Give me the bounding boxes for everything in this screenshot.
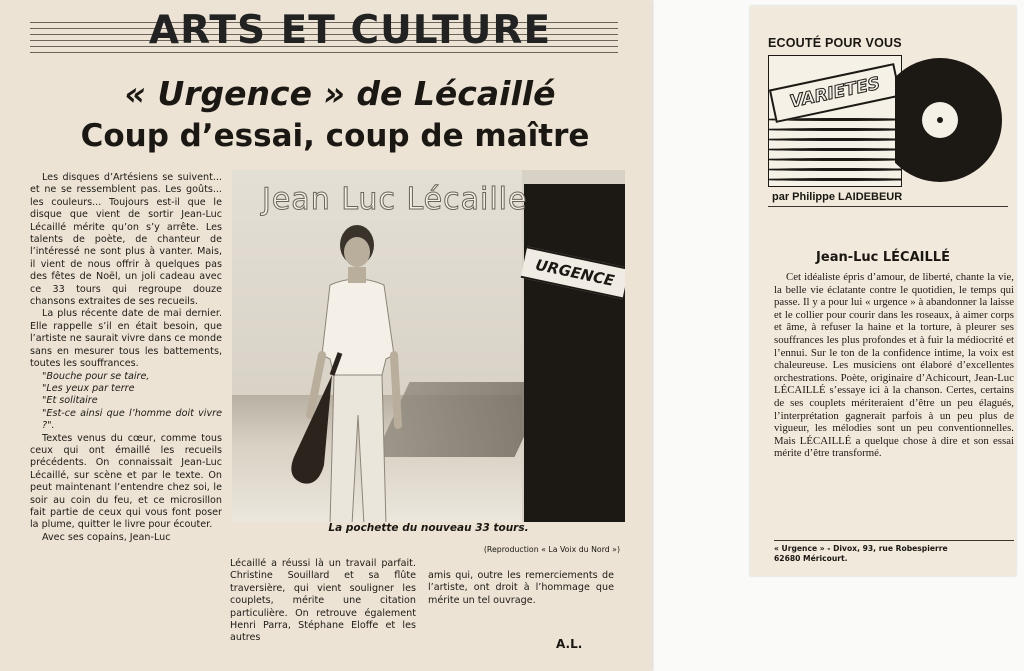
sleeve-badge: URGENCE bbox=[521, 246, 625, 299]
paragraph: Avec ses copains, Jean-Luc bbox=[42, 531, 171, 543]
article-column-1 bbox=[30, 172, 222, 544]
verse-line: "Est-ce ainsi que l’homme doit vivre ?". bbox=[42, 407, 222, 432]
paragraph: Textes venus du cœur, comme tous ceux qui ont émaillé les recueils précédents. On connaissait Jean-Luc Lécaillé, sur scène et par le texte. On peut maintenant l’entendre chez soi, le soir au coin du feu, et ce microsillon fait partie de ceux qui vous font poser la plume, quitter le livre pour écouter. bbox=[30, 432, 222, 531]
article-body: Cet idéaliste épris d’amour, de liberté, chante la vie, la belle vie éclatante contre le quotidien, le temps qui passe. Il y a pour lui « urgence » à abandonner la laisse et le collier pour courir dans les roseaux, à aimer corps et âme, à refuser la haine et la torture, à pleurer ses souffrances les plus profondes et à fuir la médiocrité et l’ennui. Sur le ton de la confidence intime, la voix est chaleureuse. Les musiciens ont élaboré d’excellentes orchestrations. Poète, originaire d’Achicourt, Jean-Luc LÉCAILLÉ s’essaye ici à la chanson. Certes, certains de ses couplets mériteraient d’être un peu élagués, l’interprétation gagnerait parfois à un peu plus de vigueur, les mélodies sont un peu conventionnelles. Mais LÉCAILLÉ a quelque chose à dire et son essai mérite d’être transformé. bbox=[774, 271, 1014, 460]
divider bbox=[768, 206, 1008, 207]
paragraph: amis qui, outre les remerciements de l’artiste, ont droit à l’hommage que mérite un tel ouvrage. bbox=[428, 570, 614, 606]
singer-with-guitar-figure bbox=[282, 225, 422, 522]
section-title: ARTS ET CULTURE bbox=[148, 8, 552, 53]
paragraph: Les disques d’Artésiens se suivent... et ne se ressemblent pas. Les goûts... les couleurs... Toujours est-il que le disque que vient de sortir Jean-Luc Lécaillé mérite qu’on s’y arrête. Les talents de poète, de chanteur de l’intéressé ne sont plus à vanter. Mais, il vient de nous offrir à quelques pas des fêtes de Noël, un joli cadeau avec ce 33 tours qui regroupe douze chansons extraites de ses recueils. bbox=[30, 172, 222, 308]
verse-line: "Les yeux par terre bbox=[42, 382, 135, 394]
label-address bbox=[774, 544, 1014, 564]
logo-wave bbox=[768, 168, 902, 171]
paragraph: Lécaillé a réussi là un travail parfait. Christine Souillard et sa flûte traversière, qui vient souligner les couplets, mérite une citation particulière. On retrouve également Henri Parra, Stéphane Eloffe et les autres bbox=[230, 558, 416, 644]
photo-caption: La pochette du nouveau 33 tours. bbox=[328, 522, 529, 534]
address-line: 62680 Méricourt. bbox=[774, 554, 848, 563]
rubric-label: ECOUTÉ POUR VOUS bbox=[768, 36, 902, 50]
headline: « Urgence » de Lécaillé bbox=[124, 74, 556, 113]
logo-wave bbox=[768, 178, 902, 181]
verse-line: "Et solitaire bbox=[42, 395, 98, 407]
paragraph: La plus récente date de mai dernier. Elle rappelle s’il en était besoin, que l’artiste ne saurait vivre dans ce monde sans en mesurer tous les battements, toutes les souffrances. bbox=[30, 308, 222, 370]
subheadline: Coup d’essai, coup de maître bbox=[80, 118, 590, 154]
sleeve-title: Jean Luc Lécaille bbox=[262, 182, 528, 217]
article-title: Jean-Luc LÉCAILLÉ bbox=[816, 250, 950, 265]
divider bbox=[774, 540, 1014, 541]
record-sleeve-photo bbox=[232, 170, 625, 522]
varietes-logo bbox=[768, 55, 902, 187]
logo-wave bbox=[768, 128, 902, 131]
author-initials: A.L. bbox=[556, 637, 583, 651]
verse-line: "Bouche pour se taire, bbox=[42, 370, 150, 382]
logo-wave bbox=[768, 148, 902, 151]
author-byline: par Philippe LAIDEBEUR bbox=[772, 191, 903, 203]
article-column-3 bbox=[428, 570, 614, 607]
newspaper-clipping-right bbox=[750, 6, 1016, 576]
vinyl-record-icon bbox=[895, 56, 1005, 184]
sleeve-dark-band bbox=[524, 184, 625, 522]
article-column-2 bbox=[230, 558, 416, 645]
logo-word: VARIETES bbox=[769, 63, 901, 123]
logo-wave bbox=[768, 158, 902, 161]
photo-credit: (Reproduction « La Voix du Nord ») bbox=[483, 545, 620, 554]
address-line: « Urgence » - Divox, 93, rue Robespierre bbox=[774, 544, 948, 553]
logo-wave bbox=[768, 138, 902, 141]
